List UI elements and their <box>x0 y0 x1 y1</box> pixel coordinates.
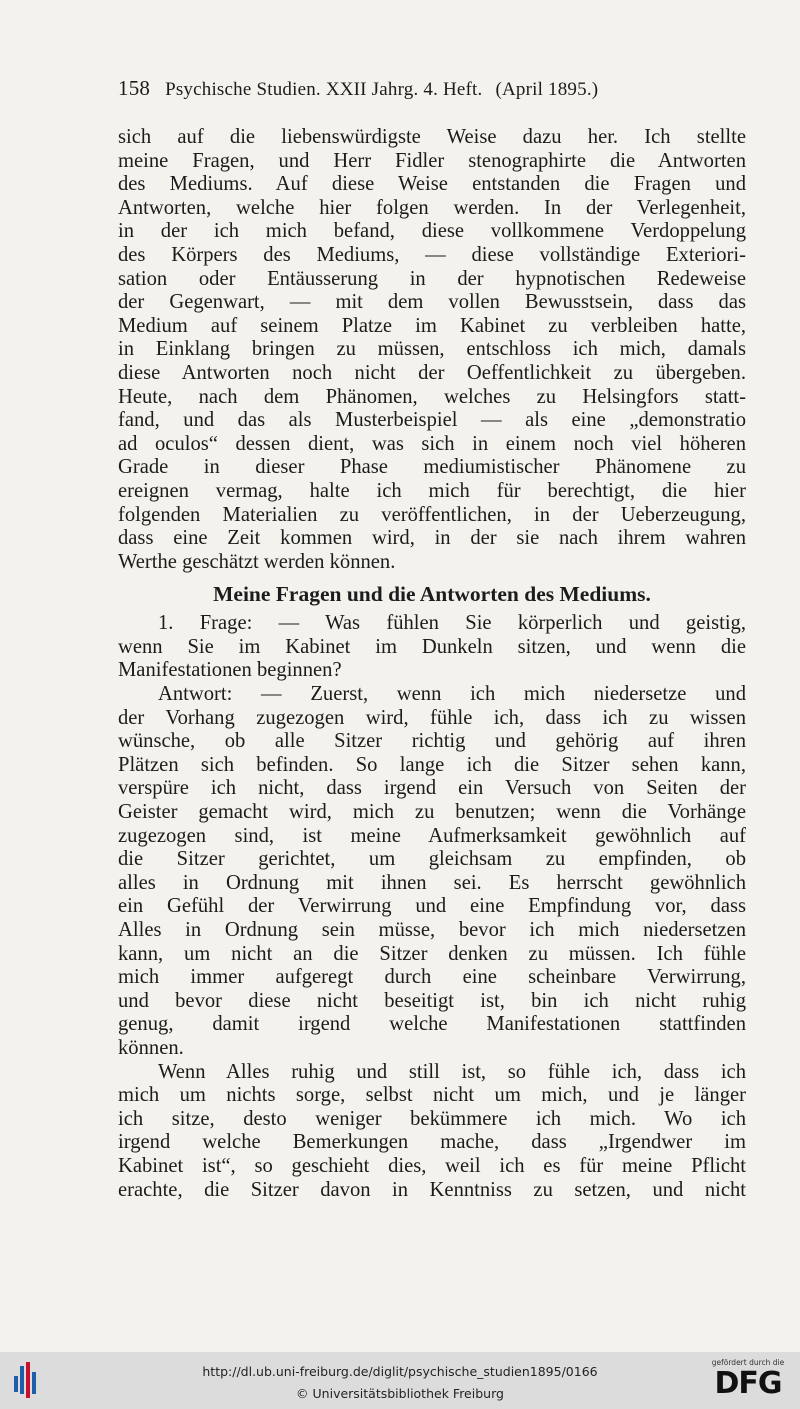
text-line: mich immer aufgeregt durch eine scheinbare Verwirrung, <box>118 966 746 989</box>
issue-date: (April 1895.) <box>495 79 599 100</box>
text-line: mich um nichts sorge, selbst nicht um mich, und je länger <box>118 1084 746 1107</box>
text-line: die Sitzer gerichtet, um gleichsam zu empfinden, ob <box>118 848 746 871</box>
text-line: der Gegenwart, — mit dem vollen Bewusstsein, dass das <box>118 291 746 314</box>
text-line: irgend welche Bemerkungen mache, dass „Irgendwer im <box>118 1131 746 1154</box>
question-1 <box>118 612 746 683</box>
text-line: meine Fragen, und Herr Fidler stenographirte die Antworten <box>118 149 746 172</box>
text-line: können. <box>118 1036 184 1059</box>
section-heading: Meine Fragen und die Antworten des Mediums. <box>213 582 651 607</box>
text-line: Manifestationen beginnen? <box>118 659 342 682</box>
text-line: und bevor diese nicht beseitigt ist, bin ich nicht ruhig <box>118 989 746 1012</box>
running-header <box>118 76 718 101</box>
text-line: diese Antworten noch nicht der Oeffentlichkeit zu übergeben. <box>118 361 746 384</box>
copyright-notice: © Universitätsbibliothek Freiburg <box>296 1386 504 1401</box>
text-line: Wenn Alles ruhig und still ist, so fühle ich, dass ich <box>158 1060 746 1083</box>
volume: XXII Jahrg. <box>325 79 419 100</box>
answer-1 <box>118 683 746 1061</box>
text-line: sation oder Entäusserung in der hypnotischen Redeweise <box>118 267 746 290</box>
text-line: fand, und das als Musterbeispiel — als eine „demonstratio <box>118 409 746 432</box>
text-line: des Mediums. Auf diese Weise entstanden die Fragen und <box>118 173 746 196</box>
text-line: des Körpers des Mediums, — diese vollständige Exteriori- <box>118 243 746 266</box>
text-line: verspüre ich nicht, dass irgend ein Versuch von Seiten der <box>118 777 746 800</box>
text-line: ich sitze, desto weniger bekümmere ich mich. Wo ich <box>118 1107 746 1130</box>
text-line: Medium auf seinem Platze im Kabinet zu verbleiben hatte, <box>118 314 746 337</box>
permalink-url[interactable]: http://dl.ub.uni-freiburg.de/diglit/psychische_studien1895/0166 <box>202 1364 598 1379</box>
text-line: in der ich mich befand, diese vollkommene Verdoppelung <box>118 220 746 243</box>
text-line: Heute, nach dem Phänomen, welches zu Helsingfors statt- <box>118 385 746 408</box>
text-line: ein Gefühl der Verwirrung und eine Empfindung vor, dass <box>118 895 746 918</box>
page-number: 158 <box>118 76 151 100</box>
text-line: wünsche, ob alle Sitzer richtig und gehörig auf ihren <box>118 730 746 753</box>
page-body <box>118 126 746 1202</box>
journal-title: Psychische Studien. <box>165 79 321 100</box>
text-line: Antwort: — Zuerst, wenn ich mich niedersetze und <box>158 683 746 706</box>
text-line: alles in Ordnung mit ihnen sei. Es herrscht gewöhnlich <box>118 871 746 894</box>
text-line: Geister gemacht wird, mich zu benutzen; wenn die Vorhänge <box>118 801 746 824</box>
text-line: Alles in Ordnung sein müsse, bevor ich mich niedersetzen <box>118 919 746 941</box>
paragraph-3 <box>118 1061 746 1203</box>
text-line: zugezogen sind, ist meine Aufmerksamkeit gewöhnlich auf <box>118 824 746 847</box>
text-line: Grade in dieser Phase mediumistischer Phänomene zu <box>118 456 746 479</box>
text-line: 1. Frage: — Was fühlen Sie körperlich und geistig, <box>158 612 746 635</box>
text-line: Antworten, welche hier folgen werden. In der Verlegenheit, <box>118 196 746 219</box>
issue: 4. Heft. <box>423 79 483 100</box>
text-line: sich auf die liebenswürdigste Weise dazu her. Ich stellte <box>118 126 746 148</box>
paragraph-1 <box>118 126 746 574</box>
text-line: folgenden Materialien zu veröffentlichen, in der Ueberzeugung, <box>118 503 746 526</box>
text-line: genug, damit irgend welche Manifestationen stattfinden <box>118 1013 746 1036</box>
text-line: kann, um nicht an die Sitzer denken zu müssen. Ich fühle <box>118 942 746 965</box>
text-line: in Einklang bringen zu müssen, entschloss ich mich, damals <box>118 338 746 361</box>
viewer-footer <box>0 1352 800 1409</box>
text-line: der Vorhang zugezogen wird, fühle ich, dass ich zu wissen <box>118 706 746 729</box>
text-line: erachte, die Sitzer davon in Kenntniss zu setzen, und nicht <box>118 1178 746 1201</box>
text-line: dass eine Zeit kommen wird, in der sie nach ihrem wahren <box>118 527 746 550</box>
text-line: wenn Sie im Kabinet im Dunkeln sitzen, und wenn die <box>118 635 746 658</box>
dfg-logo <box>706 1358 790 1404</box>
dfg-funding-text: gefördert durch die <box>711 1358 785 1367</box>
text-line: Kabinet ist“, so geschieht dies, weil ich es für meine Pflicht <box>118 1154 746 1177</box>
text-line: ad oculos“ dessen dient, was sich in einem noch viel höheren <box>118 432 746 455</box>
text-line: Plätzen sich befinden. So lange ich die Sitzer sehen kann, <box>118 753 746 776</box>
text-line: Werthe geschätzt werden können. <box>118 550 396 573</box>
dfg-wordmark: DFG <box>714 1366 782 1401</box>
text-line: ereignen vermag, halte ich mich für berechtigt, die hier <box>118 479 746 502</box>
